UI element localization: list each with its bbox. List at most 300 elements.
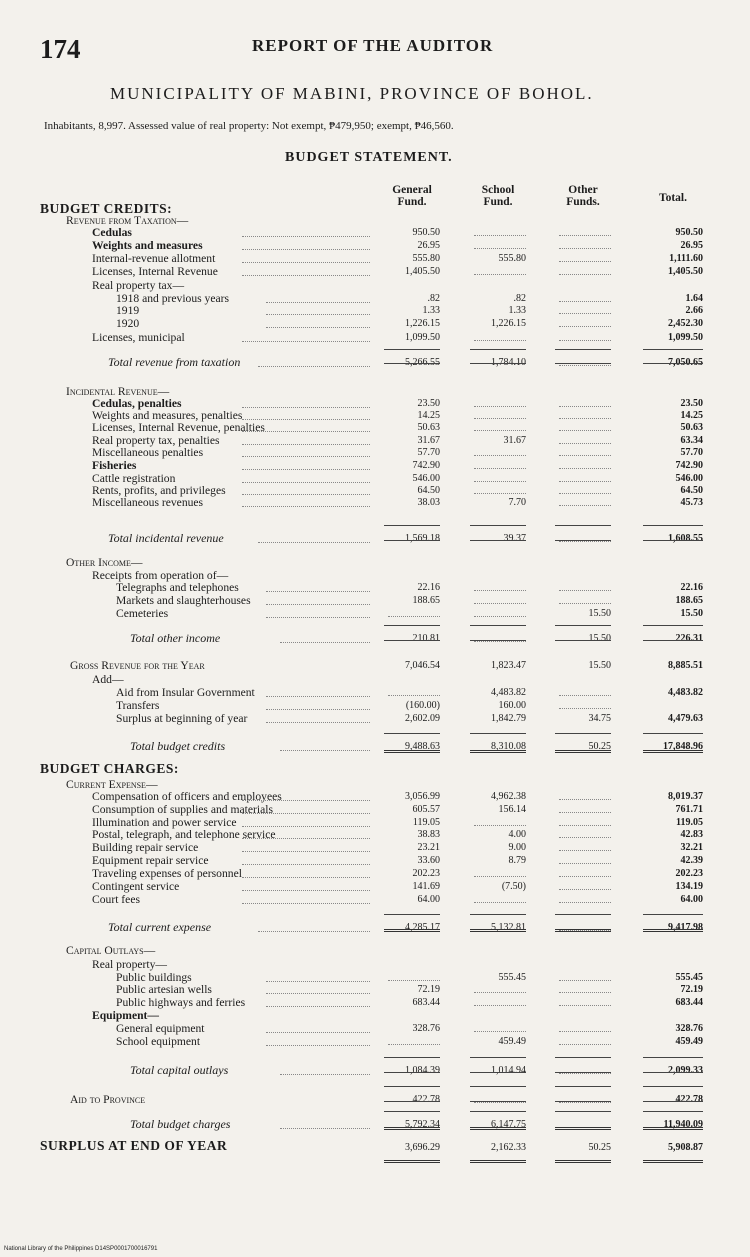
cell-general-fund: 422.78 — [412, 1094, 440, 1105]
cell-general-fund: 1,084.39 — [405, 1065, 440, 1076]
row-label: Building repair service — [92, 841, 199, 854]
cell-total: 226.31 — [675, 633, 703, 644]
empty-cell-dots — [559, 876, 611, 877]
rule-line — [384, 640, 440, 641]
empty-cell-dots — [559, 455, 611, 456]
rule-line — [384, 363, 440, 364]
cell-general-fund: 202.23 — [412, 868, 440, 879]
cell-total: 683.44 — [675, 997, 703, 1008]
rule-line — [643, 1057, 703, 1058]
rule-line — [643, 1160, 703, 1163]
leader-dots — [242, 469, 370, 470]
empty-cell-dots — [559, 468, 611, 469]
cell-general-fund: 38.03 — [417, 497, 440, 508]
empty-cell-dots — [559, 1031, 611, 1032]
row-label: Gross Revenue for the Year — [70, 659, 205, 672]
row-label: Markets and slaughterhouses — [116, 594, 251, 607]
row-label: Postal, telegraph, and telephone service — [92, 828, 276, 841]
empty-cell-dots — [559, 541, 611, 542]
empty-cell-dots — [474, 992, 526, 993]
cell-total: 2,452.30 — [668, 318, 703, 329]
cell-general-fund: 555.80 — [412, 253, 440, 264]
leader-dots — [242, 864, 370, 865]
rule-line — [384, 525, 440, 526]
cell-school-fund: 1,784.10 — [491, 357, 526, 368]
empty-cell-dots — [474, 340, 526, 341]
empty-cell-dots — [474, 481, 526, 482]
cell-total: 63.34 — [680, 435, 703, 446]
cell-other-fund: 50.25 — [588, 1142, 611, 1153]
cell-total: 2.66 — [685, 305, 703, 316]
cell-general-fund: 1,569.18 — [405, 533, 440, 544]
cell-school-fund: 8,310.08 — [491, 741, 526, 752]
empty-cell-dots — [559, 1102, 611, 1103]
rule-line — [643, 363, 703, 364]
column-header-total: Total. — [658, 192, 687, 204]
row-label: 1919 — [116, 304, 140, 317]
empty-cell-dots — [474, 1005, 526, 1006]
rule-line — [470, 349, 526, 350]
running-head: REPORT OF THE AUDITOR — [252, 36, 494, 55]
rule-line — [555, 1127, 611, 1130]
rule-line — [384, 914, 440, 915]
rule-line — [384, 349, 440, 350]
rule-line — [643, 733, 703, 734]
cell-school-fund: 459.49 — [498, 1036, 526, 1047]
cell-total: 17,848.96 — [663, 741, 703, 752]
cell-total: 42.83 — [680, 829, 703, 840]
row-label: Compensation of officers and employees — [92, 790, 282, 803]
empty-cell-dots — [388, 980, 440, 981]
empty-cell-dots — [559, 418, 611, 419]
empty-cell-dots — [474, 418, 526, 419]
cell-general-fund: 188.65 — [412, 595, 440, 606]
row-label: Aid from Insular Government — [116, 686, 255, 699]
cell-total: 50.63 — [680, 422, 703, 433]
cell-total: 1,099.50 — [668, 332, 703, 343]
cell-total: 72.19 — [680, 984, 703, 995]
empty-cell-dots — [559, 430, 611, 431]
cell-school-fund: 4,483.82 — [491, 687, 526, 698]
leader-dots — [242, 813, 370, 814]
rule-line — [555, 733, 611, 734]
cell-total: 15.50 — [680, 608, 703, 619]
leader-dots — [242, 838, 370, 839]
cell-general-fund: .82 — [427, 293, 440, 304]
cell-other-fund: 50.25 — [588, 741, 611, 752]
empty-cell-dots — [474, 590, 526, 591]
leader-dots — [266, 722, 370, 723]
rule-line — [384, 540, 440, 541]
cell-general-fund: 26.95 — [417, 240, 440, 251]
empty-cell-dots — [559, 365, 611, 366]
empty-cell-dots — [559, 326, 611, 327]
cell-general-fund: 4,285.17 — [405, 922, 440, 933]
empty-cell-dots — [559, 837, 611, 838]
row-label: Receipts from operation of— — [92, 569, 229, 582]
cell-general-fund: 1,099.50 — [405, 332, 440, 343]
row-label: Add— — [92, 673, 124, 686]
row-label: Telegraphs and telephones — [116, 581, 239, 594]
rule-line — [643, 750, 703, 753]
empty-cell-dots — [559, 235, 611, 236]
empty-cell-dots — [559, 301, 611, 302]
empty-cell-dots — [474, 1102, 526, 1103]
leader-dots — [266, 617, 370, 618]
row-label: Revenue from Taxation— — [66, 214, 189, 227]
cell-total: 1.64 — [685, 293, 703, 304]
cell-general-fund: 1.33 — [422, 305, 440, 316]
cell-total: 7,050.65 — [668, 357, 703, 368]
empty-cell-dots — [559, 695, 611, 696]
empty-cell-dots — [559, 481, 611, 482]
leader-dots — [242, 262, 370, 263]
cell-general-fund: 22.16 — [417, 582, 440, 593]
column-header-school: School Fund. — [481, 184, 515, 208]
row-label: Real property— — [92, 958, 168, 971]
cell-general-fund: 9,488.63 — [405, 741, 440, 752]
rule-line — [470, 929, 526, 932]
cell-school-fund: 7.70 — [508, 497, 526, 508]
row-label: Total budget credits — [130, 739, 226, 753]
leader-dots — [280, 1128, 370, 1129]
rule-line — [643, 929, 703, 932]
rule-line — [555, 640, 611, 641]
cell-total: 4,479.63 — [668, 713, 703, 724]
cell-general-fund: 328.76 — [412, 1023, 440, 1034]
municipality-title: MUNICIPALITY OF MABINI, PROVINCE OF BOHOL. — [110, 84, 594, 103]
rule-line — [643, 1111, 703, 1112]
leader-dots — [242, 341, 370, 342]
cell-school-fund: 1.33 — [508, 305, 526, 316]
rule-line — [384, 1072, 440, 1073]
leader-dots — [242, 249, 370, 250]
empty-cell-dots — [559, 850, 611, 851]
row-label: General equipment — [116, 1022, 205, 1035]
cell-total: 761.71 — [675, 804, 703, 815]
empty-cell-dots — [474, 274, 526, 275]
rule-line — [643, 1086, 703, 1087]
row-label: Cedulas, penalties — [92, 397, 182, 410]
cell-general-fund: 141.69 — [412, 881, 440, 892]
cell-school-fund: 2,162.33 — [491, 1142, 526, 1153]
rule-line — [643, 349, 703, 350]
column-header-general: General Fund. — [392, 184, 432, 208]
empty-cell-dots — [559, 992, 611, 993]
rule-line — [384, 1111, 440, 1112]
row-label: Real property tax, penalties — [92, 434, 220, 447]
cell-school-fund: 39.37 — [503, 533, 526, 544]
cell-total: 1,405.50 — [668, 266, 703, 277]
rule-line — [384, 750, 440, 753]
leader-dots — [266, 709, 370, 710]
cell-general-fund: 1,226.15 — [405, 318, 440, 329]
row-label: Internal-revenue allotment — [92, 252, 216, 265]
rule-line — [643, 525, 703, 526]
leader-dots — [280, 1074, 370, 1075]
empty-cell-dots — [474, 825, 526, 826]
row-label: Licenses, Internal Revenue — [92, 265, 218, 278]
leader-dots — [242, 800, 370, 801]
empty-cell-dots — [559, 261, 611, 262]
rule-line — [384, 929, 440, 932]
empty-cell-dots — [559, 406, 611, 407]
rule-line — [470, 640, 526, 641]
rule-line — [470, 625, 526, 626]
rule-line — [384, 1057, 440, 1058]
rule-line — [470, 733, 526, 734]
row-label: Public artesian wells — [116, 983, 212, 996]
empty-cell-dots — [474, 616, 526, 617]
cell-total: 8,019.37 — [668, 791, 703, 802]
cell-total: 134.19 — [675, 881, 703, 892]
cell-school-fund: 1,226.15 — [491, 318, 526, 329]
leader-dots — [242, 456, 370, 457]
cell-general-fund: 950.50 — [412, 227, 440, 238]
cell-school-fund: .82 — [513, 293, 526, 304]
leader-dots — [242, 444, 370, 445]
cell-general-fund: 210.81 — [412, 633, 440, 644]
cell-general-fund: 31.67 — [417, 435, 440, 446]
empty-cell-dots — [559, 1005, 611, 1006]
rule-line — [555, 1086, 611, 1087]
empty-cell-dots — [559, 603, 611, 604]
empty-cell-dots — [474, 1031, 526, 1032]
cell-total: 14.25 — [680, 410, 703, 421]
leader-dots — [266, 993, 370, 994]
rule-line — [643, 1101, 703, 1102]
empty-cell-dots — [559, 825, 611, 826]
rule-line — [470, 1057, 526, 1058]
empty-cell-dots — [559, 1044, 611, 1045]
row-label: Weights and measures, penalties — [92, 409, 243, 422]
rule-line — [555, 1111, 611, 1112]
empty-cell-dots — [388, 1044, 440, 1045]
cell-general-fund: 5,266.55 — [405, 357, 440, 368]
leader-dots — [242, 407, 370, 408]
row-label: BUDGET CREDITS: — [40, 201, 173, 216]
cell-total: 11,940.09 — [663, 1119, 703, 1130]
rule-line — [555, 1072, 611, 1073]
row-label: Equipment— — [92, 1009, 160, 1022]
cell-general-fund: 57.70 — [417, 447, 440, 458]
rule-line — [470, 914, 526, 915]
cell-general-fund: 23.21 — [417, 842, 440, 853]
cell-school-fund: 31.67 — [503, 435, 526, 446]
rule-line — [555, 750, 611, 753]
cell-general-fund: 546.00 — [412, 473, 440, 484]
cell-general-fund: 72.19 — [417, 984, 440, 995]
leader-dots — [266, 1045, 370, 1046]
empty-cell-dots — [474, 641, 526, 642]
cell-school-fund: 1,014.94 — [491, 1065, 526, 1076]
cell-total: 422.78 — [675, 1094, 703, 1105]
inhabitants-line: Inhabitants, 8,997. Assessed value of real property: Not exempt, ₱479,950; exempt, ₱46,560. — [44, 120, 454, 132]
cell-general-fund: 50.63 — [417, 422, 440, 433]
cell-total: 328.76 — [675, 1023, 703, 1034]
leader-dots — [258, 931, 370, 932]
empty-cell-dots — [474, 493, 526, 494]
cell-school-fund: 555.45 — [498, 972, 526, 983]
cell-total: 22.16 — [680, 582, 703, 593]
rule-line — [470, 525, 526, 526]
row-label: SURPLUS AT END OF YEAR — [40, 1138, 228, 1153]
cell-general-fund: 38.83 — [417, 829, 440, 840]
row-label: Capital Outlays— — [66, 944, 156, 957]
leader-dots — [242, 275, 370, 276]
rule-line — [555, 525, 611, 526]
cell-school-fund: 5,132.81 — [491, 922, 526, 933]
rule-line — [643, 625, 703, 626]
cell-school-fund: 8.79 — [508, 855, 526, 866]
empty-cell-dots — [559, 274, 611, 275]
row-label: Incidental Revenue— — [66, 385, 170, 398]
leader-dots — [258, 542, 370, 543]
row-label: Miscellaneous penalties — [92, 446, 204, 459]
cell-total: 64.00 — [680, 894, 703, 905]
empty-cell-dots — [559, 708, 611, 709]
rule-line — [643, 540, 703, 541]
row-label: Cemeteries — [116, 607, 169, 620]
row-label: Current Expense— — [66, 778, 158, 791]
leader-dots — [266, 314, 370, 315]
empty-cell-dots — [559, 980, 611, 981]
row-label: Illumination and power service — [92, 816, 237, 829]
row-label: Cattle registration — [92, 472, 176, 485]
cell-general-fund: 742.90 — [412, 460, 440, 471]
empty-cell-dots — [474, 468, 526, 469]
rule-line — [555, 1057, 611, 1058]
rule-line — [384, 1127, 440, 1130]
empty-cell-dots — [559, 799, 611, 800]
rule-line — [643, 640, 703, 641]
row-label: Equipment repair service — [92, 854, 209, 867]
cell-school-fund: (7.50) — [501, 881, 526, 892]
row-label: Transfers — [116, 699, 160, 712]
cell-general-fund: 5,792.34 — [405, 1119, 440, 1130]
leader-dots — [242, 506, 370, 507]
cell-total: 23.50 — [680, 398, 703, 409]
empty-cell-dots — [559, 863, 611, 864]
cell-total: 5,908.87 — [668, 1142, 703, 1153]
leader-dots — [266, 604, 370, 605]
empty-cell-dots — [474, 406, 526, 407]
empty-cell-dots — [559, 889, 611, 890]
cell-total: 546.00 — [675, 473, 703, 484]
rule-line — [470, 1086, 526, 1087]
leader-dots — [242, 419, 370, 420]
cell-school-fund: 1,823.47 — [491, 660, 526, 671]
row-label: Weights and measures — [92, 239, 203, 252]
row-label: Surplus at beginning of year — [116, 712, 248, 725]
leader-dots — [242, 903, 370, 904]
cell-general-fund: 14.25 — [417, 410, 440, 421]
cell-total: 8,885.51 — [668, 660, 703, 671]
cell-total: 42.39 — [680, 855, 703, 866]
empty-cell-dots — [474, 455, 526, 456]
leader-dots — [242, 877, 370, 878]
cell-total: 57.70 — [680, 447, 703, 458]
row-label: Total current expense — [108, 920, 212, 934]
rule-line — [470, 1160, 526, 1163]
rule-line — [555, 1101, 611, 1102]
cell-total: 188.65 — [675, 595, 703, 606]
empty-cell-dots — [559, 505, 611, 506]
leader-dots — [266, 302, 370, 303]
cell-total: 119.05 — [676, 817, 703, 828]
rule-line — [470, 1101, 526, 1102]
row-label: 1918 and previous years — [116, 292, 230, 305]
rule-line — [470, 1111, 526, 1112]
rule-line — [643, 914, 703, 915]
empty-cell-dots — [474, 603, 526, 604]
row-label: Aid to Province — [70, 1093, 146, 1106]
empty-cell-dots — [559, 248, 611, 249]
empty-cell-dots — [559, 313, 611, 314]
cell-total: 1,608.55 — [668, 533, 703, 544]
rule-line — [555, 929, 611, 932]
cell-total: 742.90 — [675, 460, 703, 471]
rule-line — [555, 349, 611, 350]
rule-line — [384, 1086, 440, 1087]
row-label: BUDGET CHARGES: — [40, 761, 179, 776]
cell-general-fund: 33.60 — [417, 855, 440, 866]
cell-general-fund: 1,405.50 — [405, 266, 440, 277]
row-label: Fisheries — [92, 459, 137, 472]
empty-cell-dots — [559, 590, 611, 591]
cell-total: 64.50 — [680, 485, 703, 496]
cell-school-fund: 4.00 — [508, 829, 526, 840]
row-label: Consumption of supplies and materials — [92, 803, 273, 816]
row-label: Total other income — [130, 631, 221, 645]
cell-total: 459.49 — [675, 1036, 703, 1047]
leader-dots — [266, 1006, 370, 1007]
empty-cell-dots — [559, 902, 611, 903]
cell-general-fund: 683.44 — [412, 997, 440, 1008]
empty-cell-dots — [474, 248, 526, 249]
cell-general-fund: 64.00 — [417, 894, 440, 905]
rule-line — [470, 540, 526, 541]
cell-general-fund: 23.50 — [417, 398, 440, 409]
cell-general-fund: (160.00) — [405, 700, 440, 711]
leader-dots — [280, 642, 370, 643]
leader-dots — [242, 494, 370, 495]
leader-dots — [242, 431, 370, 432]
rule-line — [643, 1072, 703, 1073]
leader-dots — [280, 750, 370, 751]
empty-cell-dots — [559, 812, 611, 813]
cell-other-fund: 15.50 — [588, 660, 611, 671]
rule-line — [470, 1127, 526, 1130]
empty-cell-dots — [474, 235, 526, 236]
rule-line — [470, 1072, 526, 1073]
row-label: Total capital outlays — [130, 1063, 229, 1077]
leader-dots — [242, 482, 370, 483]
cell-other-fund: 34.75 — [588, 713, 611, 724]
rule-line — [384, 1160, 440, 1163]
empty-cell-dots — [474, 430, 526, 431]
row-label: Total revenue from taxation — [108, 355, 241, 369]
row-label: Other Income— — [66, 556, 143, 569]
cell-total: 26.95 — [680, 240, 703, 251]
page-number: 174 — [40, 34, 81, 64]
leader-dots — [266, 696, 370, 697]
row-label: Contingent service — [92, 880, 180, 893]
rule-line — [555, 625, 611, 626]
cell-school-fund: 555.80 — [498, 253, 526, 264]
empty-cell-dots — [559, 1073, 611, 1074]
cell-general-fund: 3,696.29 — [405, 1142, 440, 1153]
